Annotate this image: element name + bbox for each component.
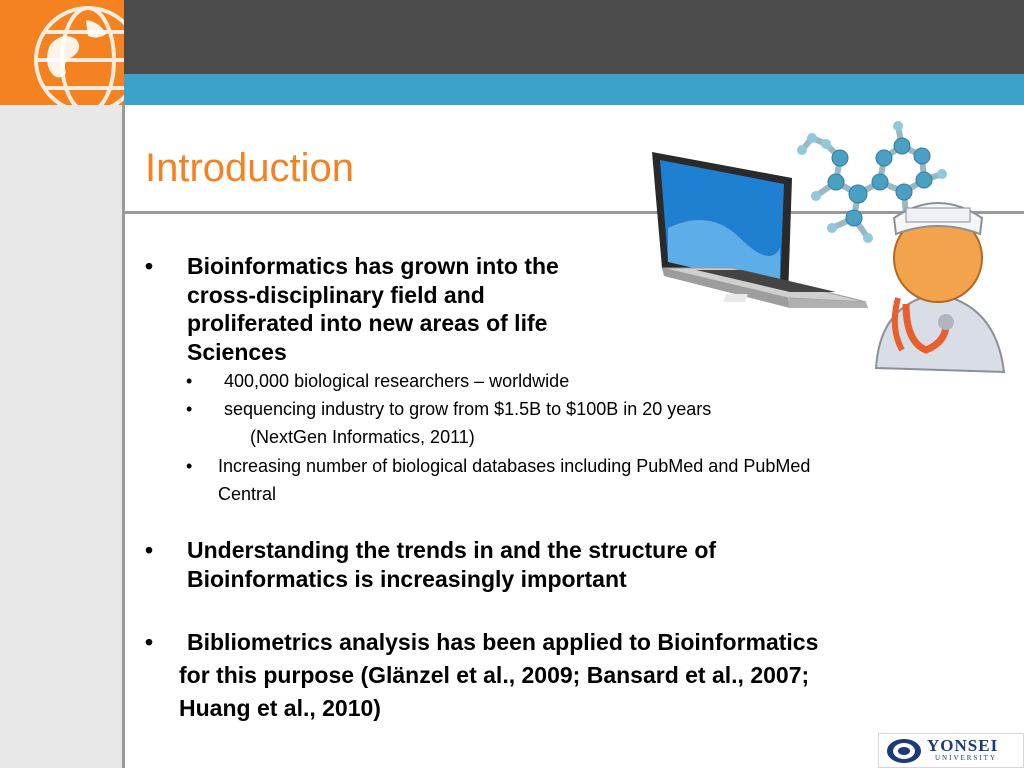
logo-name: YONSEI	[927, 736, 999, 755]
university-seal-icon	[885, 737, 923, 765]
bullet-line: cross-disciplinary field and	[187, 281, 485, 308]
bullet-marker: •	[186, 371, 193, 391]
logo-subtitle: UNIVERSITY	[935, 754, 997, 762]
slide-title: Introduction	[145, 146, 355, 190]
header-logo-block	[0, 0, 124, 105]
bullet-understanding-trends	[145, 536, 905, 593]
illustration	[640, 118, 1024, 400]
bullet-bibliometrics	[145, 626, 1005, 725]
bullet-marker: •	[145, 629, 154, 655]
header-blue-bar	[124, 74, 1024, 105]
doctor-icon	[876, 203, 1004, 372]
bullet-text: 400,000 biological researchers – worldwide	[224, 371, 570, 391]
bullet-marker: •	[186, 456, 193, 476]
globe-icon	[0, 0, 124, 105]
bullet-line: proliferated into new areas of life	[187, 310, 548, 336]
citation: (NextGen Informatics, 2011)	[250, 427, 475, 447]
sub-bullet-researchers	[186, 367, 569, 395]
bullet-line: Central	[218, 484, 277, 504]
bullet-line: Understanding the trends in and the structure of	[187, 537, 717, 563]
left-margin-rule	[122, 105, 125, 768]
sub-bullet-databases	[186, 452, 986, 508]
sub-bullet-sequencing	[186, 395, 711, 451]
bullet-line: Increasing number of biological databases including PubMed and PubMed	[218, 456, 811, 476]
bullet-line: Bioinformatics has grown into the	[187, 253, 559, 279]
bullet-line: Sciences	[187, 338, 287, 365]
bullet-bioinformatics-growth	[145, 252, 625, 366]
header-dark-bar	[124, 0, 1024, 74]
bullet-line: Huang et al., 2010)	[179, 695, 381, 721]
bullet-marker: •	[186, 399, 193, 419]
bullet-text: sequencing industry to grow from $1.5B to $100B in 20 years	[224, 399, 712, 419]
left-margin-strip	[0, 105, 122, 768]
bullet-line: Bioinformatics is increasingly important	[187, 565, 627, 592]
bullet-marker: •	[145, 537, 154, 563]
bullet-line: for this purpose (Glänzel et al., 2009; Bansard et al., 2007;	[179, 662, 810, 688]
university-logo	[878, 733, 1024, 768]
bullet-line: Bibliometrics analysis has been applied to Bioinformatics	[187, 629, 819, 655]
bullet-marker: •	[145, 253, 154, 279]
